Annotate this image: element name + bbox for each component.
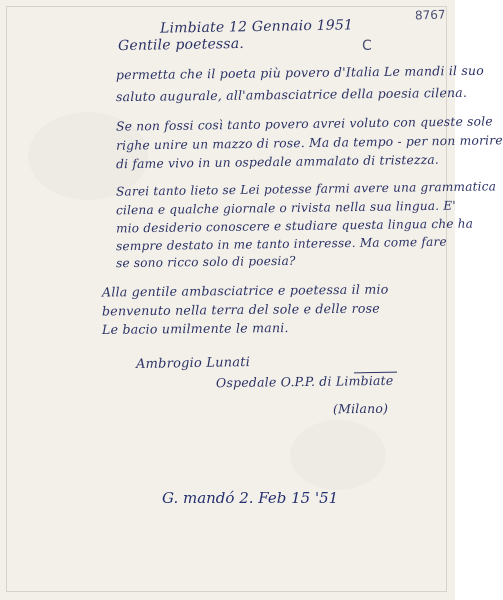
reply-note: G. mandó 2. Feb 15 '51 — [162, 489, 339, 507]
corner-mark: C — [362, 38, 372, 54]
letter-date: Limbiate 12 Gennaio 1951 — [159, 17, 354, 37]
salutation: Gentile poetessa. — [117, 35, 245, 55]
closing-line: benvenuto nella terra del sole e delle rose — [101, 300, 381, 319]
body-line: sempre destato in me tanto interesse. Ma come fare — [115, 234, 447, 254]
closing-line: Alla gentile ambasciatrice e poetessa il mio — [101, 281, 389, 300]
body-line: permetta che il poeta più povero d'Italia Le mandi il suo — [115, 62, 485, 83]
archive-number: 8767 — [415, 7, 447, 23]
body-line: se sono ricco solo di poesia? — [115, 253, 296, 271]
paper-stain — [290, 420, 386, 490]
body-line: cilena e qualche giornale o rivista nella sua lingua. E' — [115, 198, 457, 218]
signature: Ambrogio Lunati — [135, 355, 251, 372]
body-line: di fame vivo in un ospedale ammalato di tristezza. — [115, 152, 440, 172]
body-line: righe unire un mazzo di rose. Ma da tempo - per non morire — [115, 133, 503, 153]
body-line: Se non fossi così tanto povero avrei voluto con queste sole — [115, 114, 493, 134]
body-line: Sarei tanto lieto se Lei potesse farmi avere una grammatica — [115, 179, 497, 199]
body-line: mio desiderio conoscere e studiare questa lingua che ha — [115, 216, 474, 236]
address-city: (Milano) — [332, 400, 389, 417]
body-line: saluto augurale, all'ambasciatrice della poesia cilena. — [115, 84, 468, 105]
return-address: Ospedale O.P.P. di Limbiate — [215, 372, 394, 391]
closing-line: Le bacio umilmente le mani. — [101, 320, 289, 337]
